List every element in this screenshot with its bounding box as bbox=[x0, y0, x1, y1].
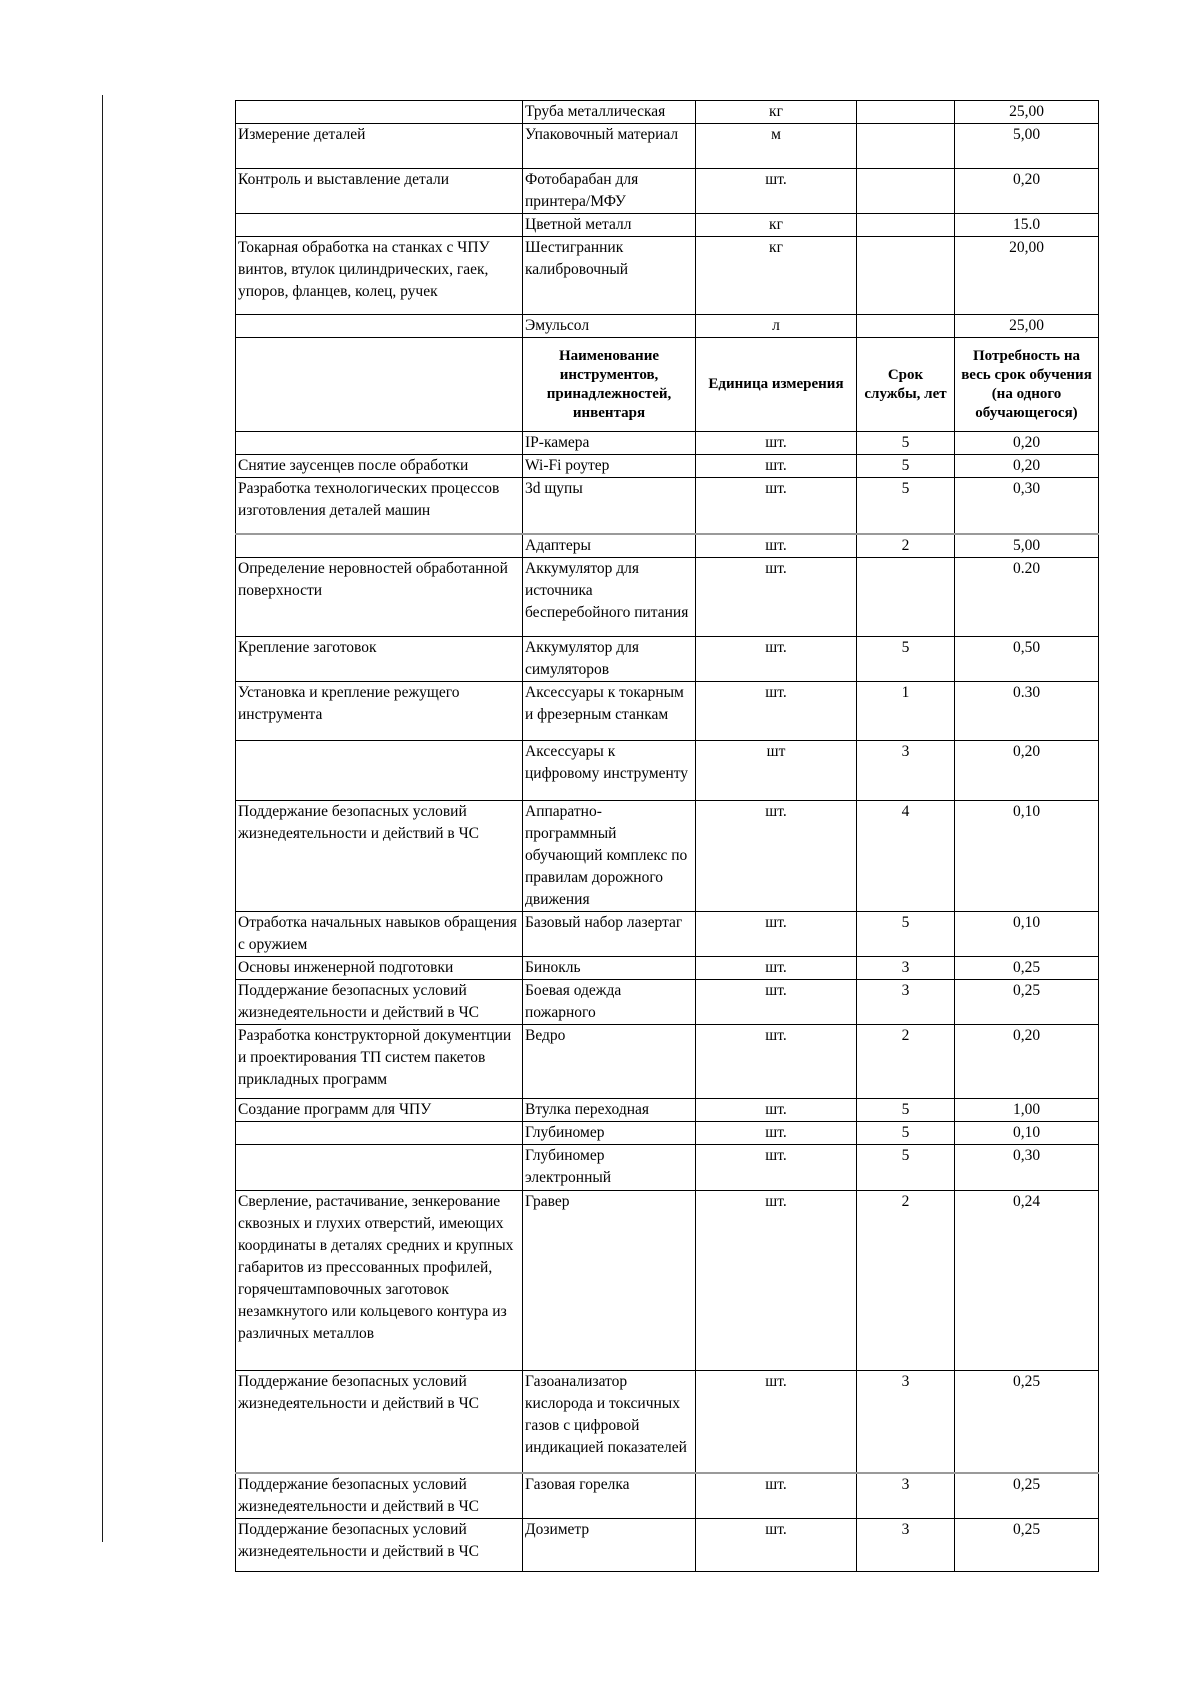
quantity-cell: 0,10 bbox=[955, 911, 1099, 956]
item-name-cell: Глубиномер электронный bbox=[523, 1144, 696, 1190]
service-life-cell bbox=[857, 237, 955, 315]
activity-cell: Поддержание безопасных условий жизнедеятельности и действий в ЧС bbox=[236, 1473, 523, 1519]
unit-cell: шт. bbox=[696, 432, 857, 455]
item-name-cell: Аккумулятор для симуляторов bbox=[523, 636, 696, 681]
unit-cell: шт bbox=[696, 740, 857, 800]
activity-cell bbox=[236, 1144, 523, 1190]
service-life-cell: 5 bbox=[857, 1121, 955, 1144]
quantity-cell: 0,25 bbox=[955, 1519, 1099, 1572]
activity-cell: Сверление, растачивание, зенкерование сквозных и глухих отверстий, имеющих координаты в деталях средних и крупных габаритов из прессованных профилей, горячештамповочных заготовок незамкнутого или кольцевого контура из различных металлов bbox=[236, 1190, 523, 1370]
service-life-cell: 5 bbox=[857, 911, 955, 956]
service-life-cell: 5 bbox=[857, 1098, 955, 1121]
item-name-cell: IP-камера bbox=[523, 432, 696, 455]
quantity-cell: 0,20 bbox=[955, 1024, 1099, 1098]
unit-cell: шт. bbox=[696, 1519, 857, 1572]
item-name-cell: Базовый набор лазертаг bbox=[523, 911, 696, 956]
unit-cell: шт. bbox=[696, 681, 857, 740]
item-name-cell: Шестигранник калибровочный bbox=[523, 237, 696, 315]
item-name-cell: Фотобарабан для принтера/МФУ bbox=[523, 169, 696, 214]
table-row bbox=[236, 1098, 1099, 1121]
service-life-cell bbox=[857, 101, 955, 124]
service-life-cell bbox=[857, 169, 955, 214]
service-life-cell: 3 bbox=[857, 979, 955, 1024]
service-life-cell: 2 bbox=[857, 1024, 955, 1098]
activity-cell: Разработка технологических процессов изготовления деталей машин bbox=[236, 478, 523, 534]
unit-cell: кг bbox=[696, 101, 857, 124]
table-row bbox=[236, 478, 1099, 534]
unit-cell: кг bbox=[696, 237, 857, 315]
quantity-cell: 0,20 bbox=[955, 455, 1099, 478]
table-row bbox=[236, 237, 1099, 315]
item-name-cell: Аксессуары к цифровому инструменту bbox=[523, 740, 696, 800]
service-life-cell bbox=[857, 557, 955, 636]
service-life-cell: 5 bbox=[857, 455, 955, 478]
service-life-cell: 2 bbox=[857, 534, 955, 558]
table-row bbox=[236, 124, 1099, 169]
equipment-requirements-table bbox=[235, 100, 1099, 1572]
service-life-cell: 5 bbox=[857, 636, 955, 681]
table-row bbox=[236, 1190, 1099, 1370]
table-row bbox=[236, 800, 1099, 911]
col-header-activity bbox=[236, 338, 523, 432]
unit-cell: шт. bbox=[696, 1144, 857, 1190]
item-name-cell: Газовая горелка bbox=[523, 1473, 696, 1519]
unit-cell: шт. bbox=[696, 1024, 857, 1098]
quantity-cell: 0.20 bbox=[955, 557, 1099, 636]
table-row bbox=[236, 432, 1099, 455]
activity-cell: Создание программ для ЧПУ bbox=[236, 1098, 523, 1121]
table-row bbox=[236, 315, 1099, 338]
quantity-cell: 1,00 bbox=[955, 1098, 1099, 1121]
table-row bbox=[236, 740, 1099, 800]
service-life-cell: 5 bbox=[857, 1144, 955, 1190]
item-name-cell: Адаптеры bbox=[523, 534, 696, 558]
quantity-cell: 0,20 bbox=[955, 169, 1099, 214]
service-life-cell: 3 bbox=[857, 956, 955, 979]
service-life-cell: 2 bbox=[857, 1190, 955, 1370]
activity-cell: Поддержание безопасных условий жизнедеятельности и действий в ЧС bbox=[236, 1519, 523, 1572]
quantity-cell: 0,10 bbox=[955, 1121, 1099, 1144]
item-name-cell: Цветной металл bbox=[523, 214, 696, 237]
quantity-cell: 5,00 bbox=[955, 534, 1099, 558]
activity-cell: Установка и крепление режущего инструмента bbox=[236, 681, 523, 740]
quantity-cell: 25,00 bbox=[955, 315, 1099, 338]
unit-cell: шт. bbox=[696, 478, 857, 534]
item-name-cell: Гравер bbox=[523, 1190, 696, 1370]
table-row bbox=[236, 1144, 1099, 1190]
service-life-cell: 5 bbox=[857, 478, 955, 534]
item-name-cell: Аппаратно-программный обучающий комплекс по правилам дорожного движения bbox=[523, 800, 696, 911]
activity-cell bbox=[236, 214, 523, 237]
table-row bbox=[236, 455, 1099, 478]
table-row bbox=[236, 911, 1099, 956]
activity-cell bbox=[236, 101, 523, 124]
activity-cell bbox=[236, 1121, 523, 1144]
unit-cell: шт. bbox=[696, 911, 857, 956]
table-row bbox=[236, 979, 1099, 1024]
activity-cell: Крепление заготовок bbox=[236, 636, 523, 681]
quantity-cell: 20,00 bbox=[955, 237, 1099, 315]
quantity-cell: 0,25 bbox=[955, 979, 1099, 1024]
service-life-cell: 3 bbox=[857, 1473, 955, 1519]
unit-cell: шт. bbox=[696, 956, 857, 979]
service-life-cell: 4 bbox=[857, 800, 955, 911]
unit-cell: кг bbox=[696, 214, 857, 237]
quantity-cell: 0,25 bbox=[955, 956, 1099, 979]
quantity-cell: 0,30 bbox=[955, 478, 1099, 534]
item-name-cell: Дозиметр bbox=[523, 1519, 696, 1572]
item-name-cell: Глубиномер bbox=[523, 1121, 696, 1144]
activity-cell bbox=[236, 432, 523, 455]
item-name-cell: Боевая одежда пожарного bbox=[523, 979, 696, 1024]
unit-cell: шт. bbox=[696, 979, 857, 1024]
quantity-cell: 0,24 bbox=[955, 1190, 1099, 1370]
unit-cell: шт. bbox=[696, 169, 857, 214]
service-life-cell bbox=[857, 124, 955, 169]
table-row bbox=[236, 636, 1099, 681]
quantity-cell: 15.0 bbox=[955, 214, 1099, 237]
header-row bbox=[236, 338, 1099, 432]
table-row bbox=[236, 534, 1099, 558]
activity-cell: Поддержание безопасных условий жизнедеятельности и действий в ЧС bbox=[236, 800, 523, 911]
quantity-cell: 0,30 bbox=[955, 1144, 1099, 1190]
activity-cell: Основы инженерной подготовки bbox=[236, 956, 523, 979]
activity-cell: Измерение деталей bbox=[236, 124, 523, 169]
item-name-cell: Эмульсол bbox=[523, 315, 696, 338]
item-name-cell: Газоанализатор кислорода и токсичных газов с цифровой индикацией показателей bbox=[523, 1370, 696, 1473]
activity-cell: Поддержание безопасных условий жизнедеятельности и действий в ЧС bbox=[236, 979, 523, 1024]
quantity-cell: 0,25 bbox=[955, 1473, 1099, 1519]
item-name-cell: Аккумулятор для источника бесперебойного питания bbox=[523, 557, 696, 636]
col-header-unit: Единица измерения bbox=[696, 338, 857, 432]
activity-cell bbox=[236, 534, 523, 558]
unit-cell: шт. bbox=[696, 800, 857, 911]
service-life-cell bbox=[857, 315, 955, 338]
service-life-cell: 3 bbox=[857, 1370, 955, 1473]
item-name-cell: Бинокль bbox=[523, 956, 696, 979]
service-life-cell: 3 bbox=[857, 1519, 955, 1572]
unit-cell: л bbox=[696, 315, 857, 338]
service-life-cell: 5 bbox=[857, 432, 955, 455]
table-row bbox=[236, 1473, 1099, 1519]
activity-cell: Отработка начальных навыков обращения с оружием bbox=[236, 911, 523, 956]
unit-cell: шт. bbox=[696, 1121, 857, 1144]
item-name-cell: Упаковочный материал bbox=[523, 124, 696, 169]
table-row bbox=[236, 557, 1099, 636]
table-row bbox=[236, 1121, 1099, 1144]
item-name-cell: Wi-Fi роутер bbox=[523, 455, 696, 478]
quantity-cell: 0.30 bbox=[955, 681, 1099, 740]
item-name-cell: 3d щупы bbox=[523, 478, 696, 534]
unit-cell: шт. bbox=[696, 1098, 857, 1121]
table-row bbox=[236, 169, 1099, 214]
activity-cell: Токарная обработка на станках с ЧПУ винтов, втулок цилиндрических, гаек, упоров, фланцев, колец, ручек bbox=[236, 237, 523, 315]
activity-cell: Поддержание безопасных условий жизнедеятельности и действий в ЧС bbox=[236, 1370, 523, 1473]
col-header-name: Наименование инструментов, принадлежностей, инвентаря bbox=[523, 338, 696, 432]
page-margin-line bbox=[102, 95, 103, 1542]
table-row bbox=[236, 956, 1099, 979]
table-row bbox=[236, 1370, 1099, 1473]
service-life-cell: 3 bbox=[857, 740, 955, 800]
table-row bbox=[236, 214, 1099, 237]
col-header-life: Срок службы, лет bbox=[857, 338, 955, 432]
service-life-cell bbox=[857, 214, 955, 237]
table-row bbox=[236, 101, 1099, 124]
unit-cell: шт. bbox=[696, 557, 857, 636]
col-header-qty: Потребность на весь срок обучения (на одного обучающегося) bbox=[955, 338, 1099, 432]
quantity-cell: 0,20 bbox=[955, 432, 1099, 455]
quantity-cell: 5,00 bbox=[955, 124, 1099, 169]
table-row bbox=[236, 1519, 1099, 1572]
table-row bbox=[236, 681, 1099, 740]
quantity-cell: 0,10 bbox=[955, 800, 1099, 911]
quantity-cell: 0,50 bbox=[955, 636, 1099, 681]
table-row bbox=[236, 1024, 1099, 1098]
unit-cell: шт. bbox=[696, 1473, 857, 1519]
item-name-cell: Труба металлическая bbox=[523, 101, 696, 124]
table-body bbox=[236, 101, 1099, 1572]
activity-cell: Снятие заусенцев после обработки bbox=[236, 455, 523, 478]
quantity-cell: 0,25 bbox=[955, 1370, 1099, 1473]
activity-cell: Определение неровностей обработанной поверхности bbox=[236, 557, 523, 636]
activity-cell bbox=[236, 740, 523, 800]
unit-cell: шт. bbox=[696, 636, 857, 681]
unit-cell: шт. bbox=[696, 534, 857, 558]
unit-cell: шт. bbox=[696, 455, 857, 478]
service-life-cell: 1 bbox=[857, 681, 955, 740]
unit-cell: м bbox=[696, 124, 857, 169]
item-name-cell: Втулка переходная bbox=[523, 1098, 696, 1121]
unit-cell: шт. bbox=[696, 1190, 857, 1370]
activity-cell bbox=[236, 315, 523, 338]
activity-cell: Разработка конструкторной документции и проектирования ТП систем пакетов прикладных программ bbox=[236, 1024, 523, 1098]
quantity-cell: 0,20 bbox=[955, 740, 1099, 800]
quantity-cell: 25,00 bbox=[955, 101, 1099, 124]
activity-cell: Контроль и выставление детали bbox=[236, 169, 523, 214]
item-name-cell: Аксессуары к токарным и фрезерным станкам bbox=[523, 681, 696, 740]
unit-cell: шт. bbox=[696, 1370, 857, 1473]
item-name-cell: Ведро bbox=[523, 1024, 696, 1098]
